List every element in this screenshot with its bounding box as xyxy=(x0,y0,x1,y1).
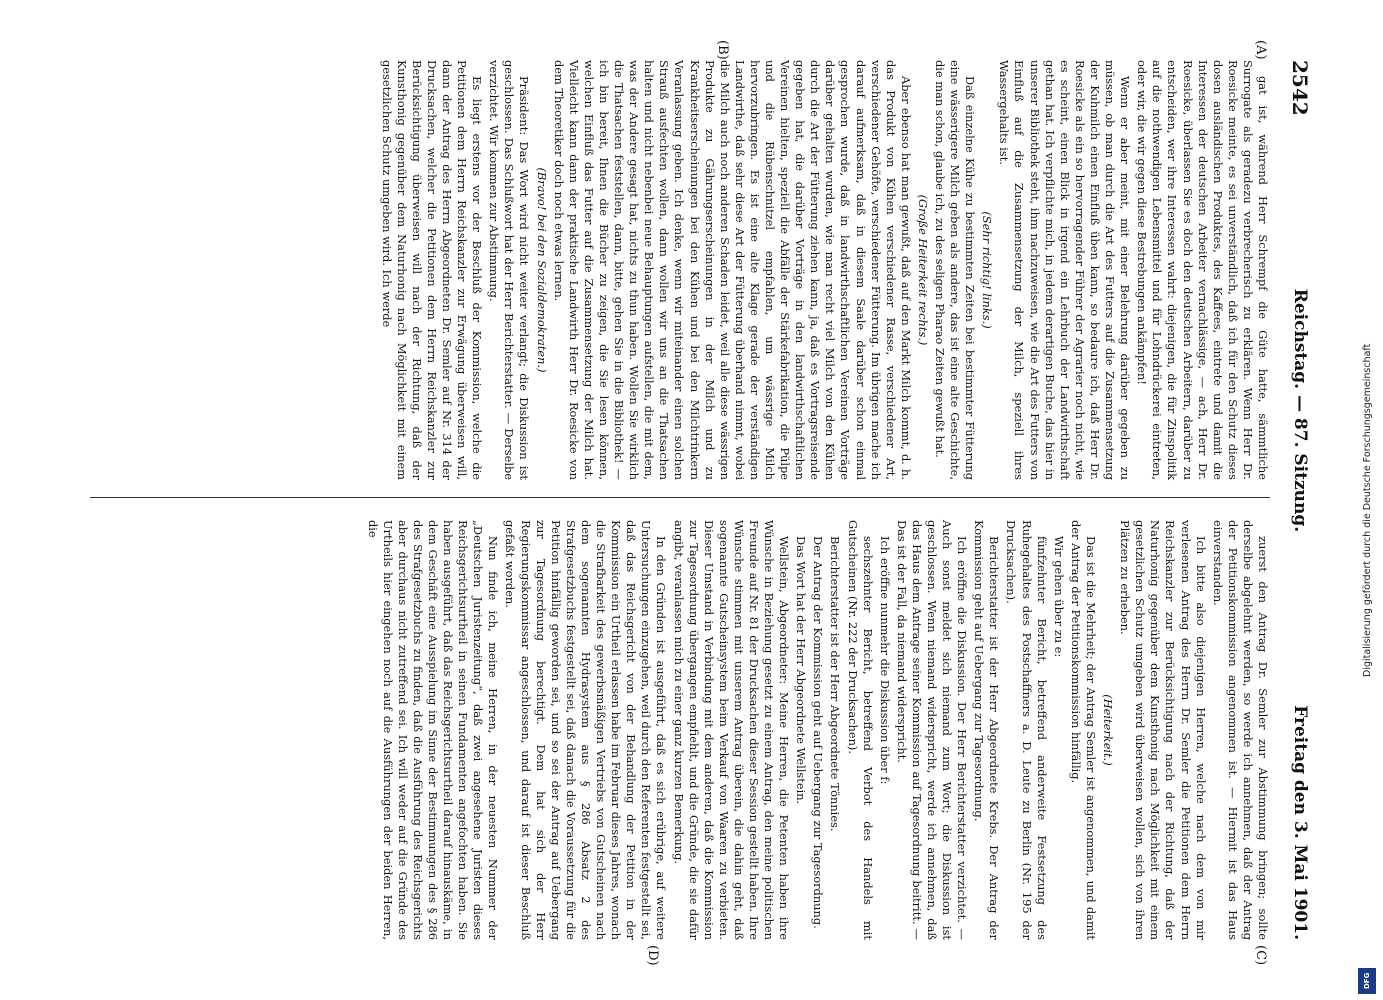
paragraph: Berichterstatter ist der Herr Abgeordnete Tönnies. xyxy=(828,536,843,832)
digitization-credit: Digitalisierung gefördert durch die Deutsche Forschungsgemeinschaft xyxy=(1362,343,1373,677)
page-number: 2542 xyxy=(1288,60,1312,116)
paragraph: Wenn er aber meint, mit einer Belehrung darüber gegeben zu müssen, ob man durch die Art des Futters auf die Zusammensetzung der Kuhmilch einen Einfluß üben kann, so bedaure ich, daß Herr Dr. Roesicke als ein so hervorragender Führer der Agrarier noch nicht, wie es scheint, einen Blick in irgend ein Lehrbuch der Landwirthschaft gethan hat. Ich verpflichte mich, in jedem derartigen Buche, das hier in unserer Bibliothek steht, ihm nachzuweisen, wie die Art des Futters von Einfluß auf die Zusammensetzung der Milch, speziell ihres Wassergehalts ist. xyxy=(997,60,1133,480)
column-divider xyxy=(90,497,1270,498)
paragraph: Ich bitte also diejenigen Herren, welche nach dem von mir verlesenen Antrag des Herrn Dr. Semler die Petitionen dem Herrn Reichskanzler zur Berücksichtigung nach der Richtung, daß der Naturhonig gegenüber dem Kunsthonig nach Möglichkeit mit einem gesetzlichen Schutz umgeben wird überweisen wollen, sich von ihren Plätzen zu erheben. xyxy=(1118,520,1208,940)
session-title: Reichstag. — 87. Sitzung. xyxy=(1290,288,1310,533)
left-text-column xyxy=(377,60,1270,480)
margin-marker-b: (B) xyxy=(715,40,730,60)
speech-paragraph: Wellstein, Abgeordneter: Meine Herren, die Petenten haben ihre Wünsche in Beziehung gesetzt zu einem Antrag, den meine politischen Freunde auf Nr. 81 der Drucksachen dieser Session gestellt haben. Ihre Wünsche stimmen mit unserem Antrag überein, die dahin geht, daß sogenannte Gutscheinsystem beim Verkauf von Waaren zu verbieten. Dieser Umstand in Verbindung mit dem anderen, daß die Kommission zur Tagesordnung übergangen empfiehlt, und die Gründe, die sie dafür angibt, veranlassen mich zu einer ganz kurzen Bemerkung. xyxy=(671,520,792,940)
margin-marker-a: (A) xyxy=(1253,40,1268,60)
margin-marker-c: (C) xyxy=(1253,945,1268,966)
paragraph: Daß einzelne Kühe zu bestimmten Zeiten bei bestimmter Fütterung eine wässerigere Milch geben als andere, das ist eine alte Geschichte, die man schon, glaube ich, zu des seligen Pharao Zeiten gewußt hat. xyxy=(933,60,978,480)
paragraph: In den Gründen ist ausgeführt, daß es sich erübrige, auf weitere Untersuchungen einzugehen, weil durch den Referenten festgestellt sei, daß das Reichsgericht von der Behandlung der Petition in der Kommission ein Urtheil erlassen habe im Februar dieses Jahres, wonach die Strafbarkeit des gewerbsmäßigen Vertriebs von Gutscheinen nach dem sogenannten Hydrasystem aus § 286 Absatz 2 des Strafgesetzbuchs festgestellt sei, daß danach die Voraussetzung für die Petition hinfällig geworden sei, und so sei der Antrag auf Uebergang zur Tagesordnung berechtigt. Dem hat sich der Herr Regierungskommissar angeschlossen, und darauf ist dieser Beschluß gefaßt worden. xyxy=(503,520,669,940)
paragraph: Ich eröffne nunmehr die Diskussion über f: xyxy=(877,536,892,785)
paragraph: Das Wort hat der Herr Abgeordnete Wellstein. xyxy=(794,536,809,805)
interjection: (Große Heiterkeit rechts.) xyxy=(915,194,930,346)
paragraph: Das ist die Mehrheit; der Antrag Semler ist angenommen, und damit der Antrag der Petitionskommission hinfällig. xyxy=(1068,520,1098,940)
paragraph: Berichterstatter ist der Herr Abgeordnete Krebs. Der Antrag der Kommission geht auf Uebergang zur Tagesordnung. xyxy=(972,520,1002,940)
interjection: (Heiterkeit.) xyxy=(1101,694,1116,766)
paragraph: Es liegt erstens vor der Beschluß der Kommission, welche die Petitionen dem Herrn Reichskanzler zur Erwägung überweisen will, dann der Antrag des Herrn Abgeordneten Dr. Semler auf Nr. 314 der Drucksachen, welcher die Petitionen dem Herrn Reichskanzler zur Berücksichtigung überweisen will nach der Richtung, daß der Kunsthonig gegenüber dem Naturhonig nach Möglichkeit mit einem gesetzlichen Schutz umgeben wird. Ich werde xyxy=(379,60,485,480)
page-header xyxy=(1280,60,1320,940)
paragraph: Nun finde ich, meine Herren, in der neuesten Nummer der „Deutschen Juristenzeitung“, daß zwei angesehene Juristen dieses Reichsgerichtsurtheil in seinen Fundamenten angefochten haben. Sie haben ausgeführt, daß das Reichsgerichtsurtheil darauf hinauskäme, in dem Geschäft eine Ausspielung im Sinne der Bestimmungen des § 286 des Strafgesetzbuchs zu finden, daß die Ausführung des Reichsgerichts aber durchaus nicht zutreffend sei. Ich will weder auf die Gründe des Urtheils hier eingehen noch auf die Ausführungen der beiden Herren, die xyxy=(365,520,501,940)
paragraph: Ich eröffne die Diskussion. Der Herr Berichterstatter verzichtet. — Auch sonst meldet sich niemand zum Wort; die Diskussion ist geschlossen. Wenn niemand widerspricht, werde ich annehmen, daß das Haus dem Antrage seiner Kommission auf Tagesordnung beitritt. — Das ist der Fall, da niemand widerspricht. xyxy=(894,520,970,940)
interjection: (Bravo! bei den Sozialdemokraten.) xyxy=(534,167,549,373)
paragraph: Aber ebenso hat man gewußt, daß auf den Markt Milch kommt, d. h. das Produkt von Kühen verschiedener Rasse, verschiedener Art, verschiedener Gehöfte, verschiedener Fütterung. Im übrigen mache ich darauf aufmerksam, daß in diesem Saale darüber schon einmal gesprochen wurde, daß in landwirthschaftlichen Vereinen Vorträge darüber gehalten wurden, wie man recht viel Milch von den Kühen durch die Art der Fütterung ziehen kann, ja, daß es Vortragsreisende gegeben hat, die darüber Vorträge in den landwirthschaftlichen Vereinen hielten, speziell die Abfälle der Stärkefabrikation, die Pülpe und die Rübenschnitzel empfahlen, um wässrige Milch hervorzubringen. Es ist eine alte Klage gerade der verständigen Landwirthe, daß sehr diese Art der Fütterung überhand nimmt, wobei die Milch auch noch anderen Schaden leidet, weil alle diese wässrigen Produkte zu Gährungserscheinungen in der Milch und zu Krankheitserscheinungen bei den Kühen und bei den Milchtrinkern Veranlassung geben. Ich denke, wenn wir miteinander einen solchen Strauß ausfechten wollen, dann wollen wir uns an die Thatsachen halten und nicht nebenbei neue Behauptungen aufstellen, die mit dem, was der Andere gesagt hat, nichts zu thun haben. Wollen Sie wirklich die Thatsachen feststellen, dann, bitte, gehen Sie in die Bibliothek! — ich bin bereit, Ihnen die Bücher zu zeigen, die Sie lesen können, welchen Einfluß das Futter auf die Zusammensetzung der Milch hat. Vielleicht kann dann der praktische Landwirth Herr Dr. Roesicke von dem Theoretiker doch noch etwas lernen. xyxy=(551,60,913,480)
right-text-column xyxy=(363,520,1270,940)
paragraph: Wir gehen über zu e: xyxy=(1051,536,1066,658)
dfg-logo: DFG xyxy=(1358,968,1376,994)
agenda-item: sechszehnter Bericht, betreffend Verbot des Handels mit Gutscheinen (Nr. 222 der Drucksachen). xyxy=(845,520,875,940)
session-date: Freitag den 3. Mai 1901. xyxy=(1290,705,1310,940)
interjection: (Sehr richtig! links.) xyxy=(980,211,995,329)
agenda-item: fünfzehnter Bericht, betreffend anderweite Festsetzung des Ruhegehaltes des Postschaffners a. D. Leute zu Berlin (Nr. 195 der Drucksachen). xyxy=(1004,520,1049,940)
paragraph: Präsident: Das Wort wird nicht weiter verlangt; die Diskussion ist geschlossen. Das Schlußwort hat der Herr Berichterstatter. — Derselbe verzichtet. Wir kommen zur Abstimmung. xyxy=(487,60,532,480)
paragraph: gat ist, während Herr Schrempf die Güte hatte, sämmtliche Surrogate als geradezu verbrecherisch zu erklären. Wenn Herr Dr. Roesicke meinte, es sei unverständlich, daß ich für den Schutz dieses dosen ausländischen Produktes, des Kaffees, eintrete und damit die Interessen der deutschen Arbeiter vernachlässige, — ach, Herr Dr. Roesicke, überlassen Sie es doch den deutschen Arbeitern, darüber zu entscheiden, wer ihre Interessen wahrt: diejenigen, die für Zinspolitik auf die nothwendigen Lebensmittel und für Lohndrückerei eintreten, oder wir, die wir gegen diese Bestrebungen ankämpfen! xyxy=(1135,60,1270,480)
paragraph: zuerst den Antrag Dr. Semler zur Abstimmung bringen; sollte derselbe abgelehnt werden, so werde ich annehmen, daß der Antrag der Petitionskommission angenommen ist. — Hiermit ist das Haus einverstanden. xyxy=(1210,520,1270,940)
paragraph: Der Antrag der Kommission geht auf Uebergang zur Tagesordnung. xyxy=(811,536,826,929)
margin-marker-d: (D) xyxy=(645,945,660,966)
